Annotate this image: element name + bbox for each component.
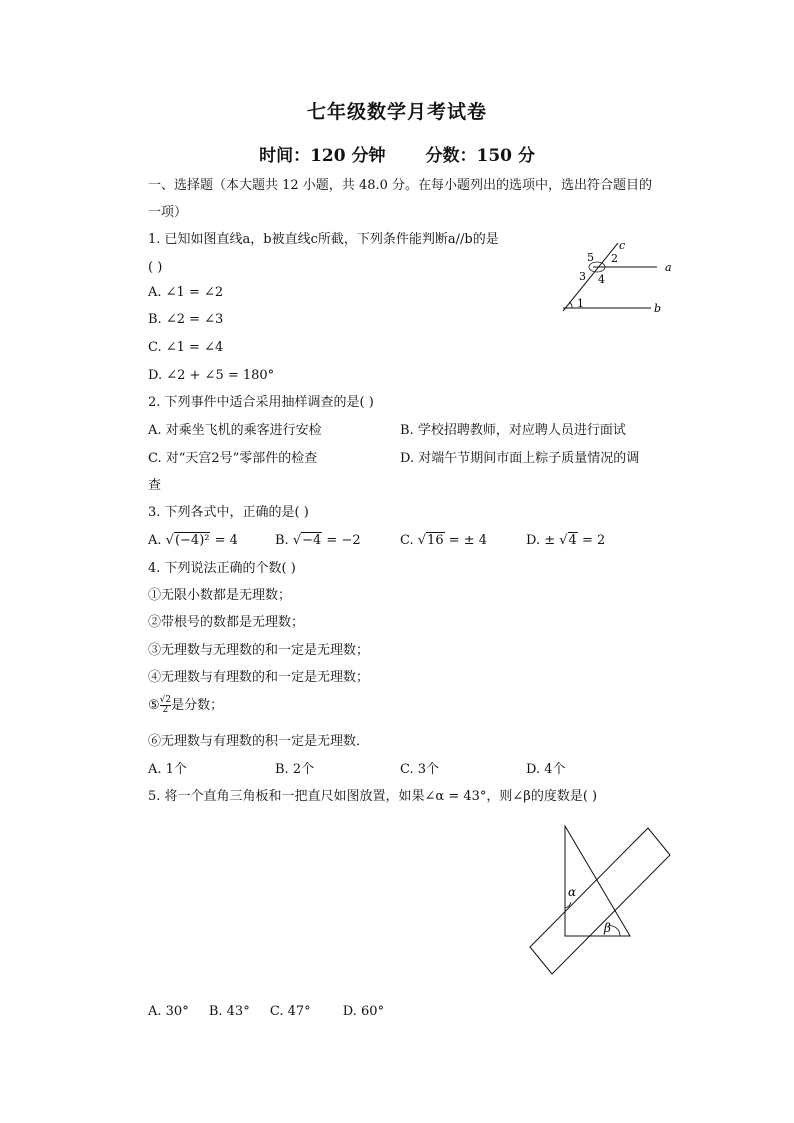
q3-b-rest: = −2: [326, 533, 361, 548]
q3-option-d: D. ± √4 = 2: [526, 533, 606, 548]
q1-option-d: D. ∠2 + ∠5 = 180°: [148, 368, 275, 383]
triangle-shape: [565, 826, 630, 936]
q1-option-c: C. ∠1 = ∠4: [148, 340, 224, 355]
q3-a-label: A.: [148, 533, 162, 548]
q3-d-label: D. ±: [526, 533, 556, 548]
q5-option-b: B. 43°: [208, 1004, 250, 1019]
q4-statement-5: [148, 696, 223, 715]
q4-option-a: A. 1个: [148, 762, 187, 777]
q3-c-radicand: 16: [427, 533, 444, 548]
label-1: 1: [577, 297, 584, 310]
q4-s5-prefix: ⑤: [148, 698, 160, 713]
label-4: 4: [598, 273, 605, 286]
q4-s5-numerator: √2: [159, 695, 172, 705]
q4-option-b: B. 2个: [275, 762, 315, 777]
label-alpha: α: [568, 885, 577, 899]
q2-stem: 2. 下列事件中适合采用抽样调查的是( ): [148, 395, 374, 410]
q3-c-label: C.: [400, 533, 414, 548]
q4-option-d: D. 4个: [526, 762, 566, 777]
q3-a-radicand: (−4)²: [174, 533, 210, 548]
section-intro-line2: 一项）: [148, 205, 188, 220]
q1-option-a: A. ∠1 = ∠2: [148, 285, 224, 300]
q5-figure-ruler-triangle: [525, 822, 675, 977]
q2-option-a: A. 对乘坐飞机的乘客进行安检: [148, 423, 322, 438]
q4-statement-1: ①无限小数都是无理数；: [148, 588, 292, 603]
q4-statement-4: ④无理数与有理数的和一定是无理数；: [148, 670, 370, 685]
q3-option-b: B. √−4 = −2: [275, 533, 361, 548]
q3-b-label: B.: [275, 533, 289, 548]
q3-option-a: A. √(−4)² = 4: [148, 533, 238, 548]
label-beta: β: [604, 921, 611, 935]
q4-statement-2: ②带根号的数都是无理数；: [148, 615, 305, 630]
label-5: 5: [587, 251, 594, 264]
q3-d-rest: = 2: [581, 533, 606, 548]
label-b: b: [654, 302, 662, 315]
q3-stem: 3. 下列各式中，正确的是( ): [148, 505, 309, 520]
label-c: c: [619, 239, 626, 252]
q1-figure-parallel-lines: [555, 235, 685, 320]
label-2: 2: [611, 252, 618, 265]
q4-option-c: C. 3个: [400, 762, 440, 777]
q5-option-c: C. 47°: [269, 1004, 311, 1019]
exam-title: 七年级数学月考试卷: [306, 101, 487, 123]
q5-stem: 5. 将一个直角三角板和一把直尺如图放置，如果∠α = 43°，则∠β的度数是( ): [148, 789, 598, 804]
q3-a-rest: = 4: [214, 533, 238, 548]
q4-s5-suffix: 是分数；: [171, 698, 224, 713]
q1-stem: 1. 已知如图直线a，b被直线c所截，下列条件能判断a//b的是: [148, 232, 499, 247]
label-a: a: [665, 261, 672, 274]
exam-subtitle: [0, 141, 794, 166]
q4-s5-fraction: [160, 696, 171, 715]
q2-option-b: B. 学校招聘教师，对应聘人员进行面试: [400, 423, 626, 438]
exam-score: 分数：150 分: [425, 146, 535, 166]
q4-statement-6: ⑥无理数与有理数的积一定是无理数．: [148, 734, 370, 749]
section-intro-line1: 一、选择题（本大题共 12 小题，共 48.0 分。在每小题列出的选项中，选出符合题目的: [148, 178, 653, 193]
q5-option-d: D. 60°: [342, 1004, 385, 1019]
q1-paren: ( ): [148, 260, 163, 275]
q4-statement-3: ③无理数与无理数的和一定是无理数；: [148, 643, 370, 658]
exam-time: 时间：120 分钟: [259, 146, 386, 166]
q4-stem: 4. 下列说法正确的个数( ): [148, 561, 296, 576]
q5-option-a: A. 30°: [148, 1004, 189, 1019]
q4-s5-denominator: 2: [162, 705, 169, 715]
q2-option-d: D. 对端午节期间市面上粽子质量情况的调: [400, 451, 640, 466]
q3-d-radicand: 4: [568, 533, 577, 548]
q2-option-d-cont: 查: [148, 478, 162, 493]
label-3: 3: [579, 270, 586, 283]
q3-option-c: C. √16 = ± 4: [400, 533, 488, 548]
ruler-shape: [530, 828, 670, 974]
q2-option-c: C. 对“天宫2号”零部件的检查: [148, 451, 318, 466]
q1-option-b: B. ∠2 = ∠3: [148, 312, 224, 327]
q3-b-radicand: −4: [302, 533, 322, 548]
q3-c-rest: = ± 4: [448, 533, 488, 548]
q5-options: [148, 1003, 400, 1021]
